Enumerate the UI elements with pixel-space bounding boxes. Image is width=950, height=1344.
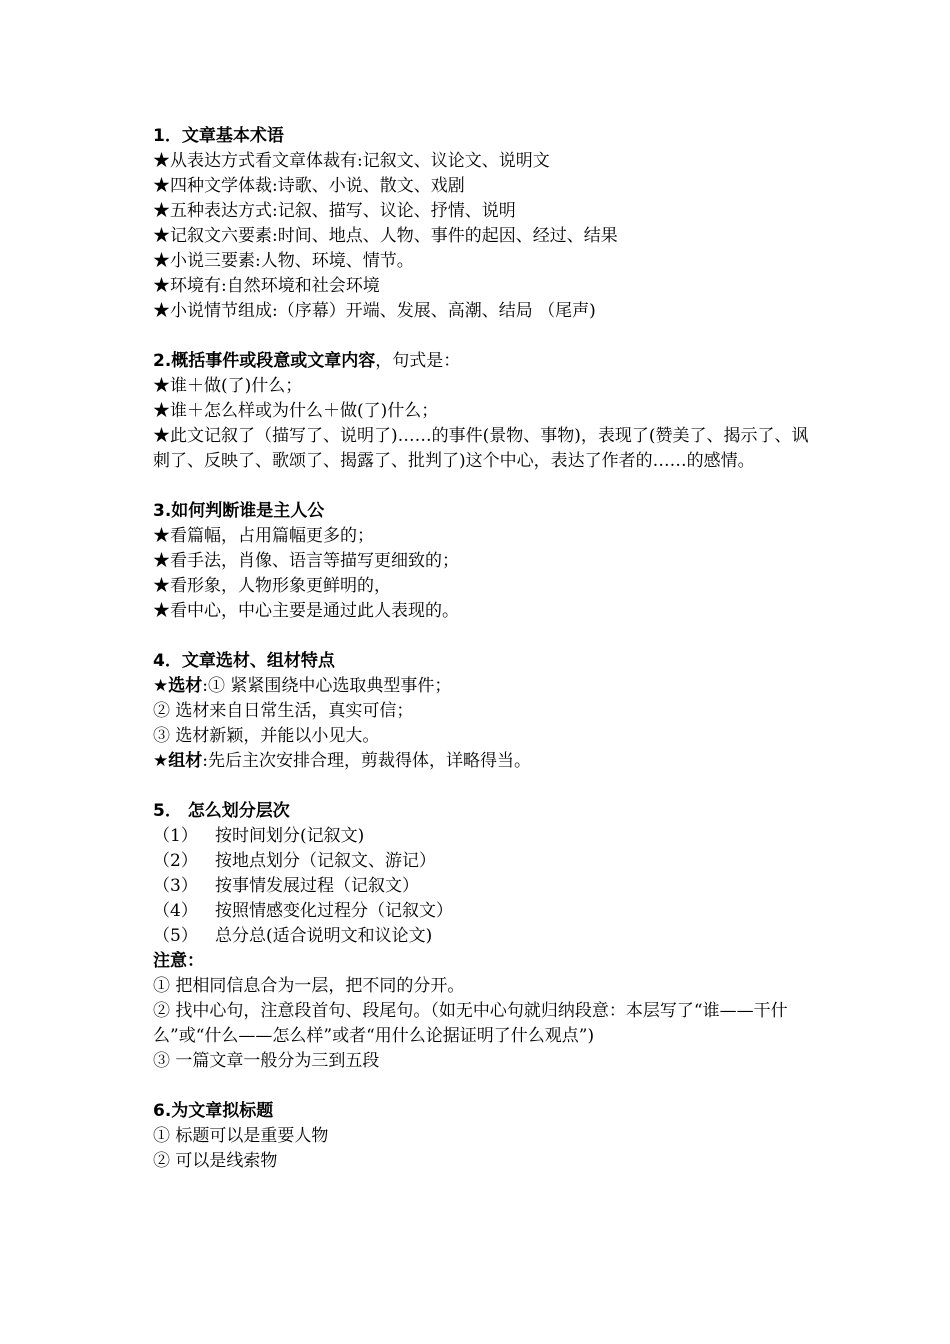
xuancai-line <box>153 674 823 699</box>
list-item: ★四种文学体裁:诗歌、小说、散文、戏剧 <box>153 176 465 196</box>
section-1-title: 1．文章基本术语 <box>153 126 284 146</box>
section-5-title: 5． 怎么划分层次 <box>153 801 290 821</box>
section-2-title <box>153 349 823 374</box>
zucai-text: :先后主次安排合理，剪裁得体，详略得当。 <box>202 751 531 771</box>
zucai-label: ★组材 <box>153 751 203 771</box>
list-item: ★看手法，肖像、语言等描写更细致的； <box>153 551 459 571</box>
list-item <box>153 849 823 874</box>
list-item: ★看篇幅，占用篇幅更多的； <box>153 526 374 546</box>
section-3 <box>153 499 823 624</box>
section-4 <box>153 649 823 774</box>
xuancai-label: ★选材 <box>153 676 203 696</box>
item-number: （1） <box>153 826 198 846</box>
spacer <box>153 474 823 499</box>
list-item: ★谁＋做(了)什么； <box>153 376 303 396</box>
list-item: ★谁＋怎么样或为什么＋做(了)什么； <box>153 401 439 421</box>
list-item: ② 选材来自日常生活，真实可信； <box>153 701 414 721</box>
item-number: （2） <box>153 851 198 871</box>
section-6-title: 6.为文章拟标题 <box>153 1101 274 1121</box>
item-text: 按地点划分（记叙文、游记） <box>215 851 436 871</box>
zucai-line <box>153 749 823 774</box>
list-item: ★环境有:自然环境和社会环境 <box>153 276 380 296</box>
list-item: ★记叙文六要素:时间、地点、人物、事件的起因、经过、结果 <box>153 226 618 246</box>
list-item: ① 标题可以是重要人物 <box>153 1126 329 1146</box>
document-page <box>153 124 823 1174</box>
section-5 <box>153 799 823 1074</box>
note-item: ② 找中心句，注意段首句、段尾句。（如无中心句就归纳段意：本层写了“谁——干什么”或“什么——怎么样”或者“用什么论据证明了什么观点”) <box>153 1001 788 1046</box>
item-number: （3） <box>153 876 198 896</box>
item-number: （5） <box>153 926 198 946</box>
item-number: （4） <box>153 901 198 921</box>
list-item: ② 可以是线索物 <box>153 1151 278 1171</box>
list-item <box>153 824 823 849</box>
section-4-title: 4．文章选材、组材特点 <box>153 651 335 671</box>
list-item: ★看形象，人物形象更鲜明的， <box>153 576 391 596</box>
list-item: ★小说情节组成:（序幕）开端、发展、高潮、结局 （尾声) <box>153 301 596 321</box>
note-item: ① 把相同信息合为一层，把不同的分开。 <box>153 976 465 996</box>
list-item: ★五种表达方式:记叙、描写、议论、抒情、说明 <box>153 201 516 221</box>
item-text: 按照情感变化过程分（记叙文） <box>215 901 453 921</box>
list-item <box>153 874 823 899</box>
list-item: ★从表达方式看文章体裁有:记叙文、议论文、说明文 <box>153 151 550 171</box>
section-1 <box>153 124 823 324</box>
list-item: ③ 选材新颖，并能以小见大。 <box>153 726 380 746</box>
list-item: ★看中心，中心主要是通过此人表现的。 <box>153 601 459 621</box>
section-2-title-bold: 2.概括事件或段意或文章内容 <box>153 351 376 371</box>
section-3-title: 3.如何判断谁是主人公 <box>153 501 325 521</box>
spacer <box>153 774 823 799</box>
spacer <box>153 1074 823 1099</box>
item-text: 按时间划分(记叙文) <box>215 826 365 846</box>
list-item: ★小说三要素:人物、环境、情节。 <box>153 251 414 271</box>
spacer <box>153 624 823 649</box>
xuancai-text: :① 紧紧围绕中心选取典型事件； <box>202 676 452 696</box>
note-item: ③ 一篇文章一般分为三到五段 <box>153 1051 380 1071</box>
section-2-title-rest: ，句式是： <box>375 351 461 371</box>
note-label: 注意： <box>153 951 204 971</box>
section-6 <box>153 1099 823 1174</box>
summary-paragraph: ★此文记叙了（描写了、说明了)……的事件(景物、事物)，表现了(赞美了、揭示了、讽刺了、反映了、歌颂了、揭露了、批判了)这个中心，表达了作者的……的感情。 <box>153 426 809 471</box>
section-2 <box>153 349 823 474</box>
list-item <box>153 899 823 924</box>
item-text: 总分总(适合说明文和议论文) <box>215 926 433 946</box>
list-item <box>153 924 823 949</box>
spacer <box>153 324 823 349</box>
item-text: 按事情发展过程（记叙文） <box>215 876 419 896</box>
